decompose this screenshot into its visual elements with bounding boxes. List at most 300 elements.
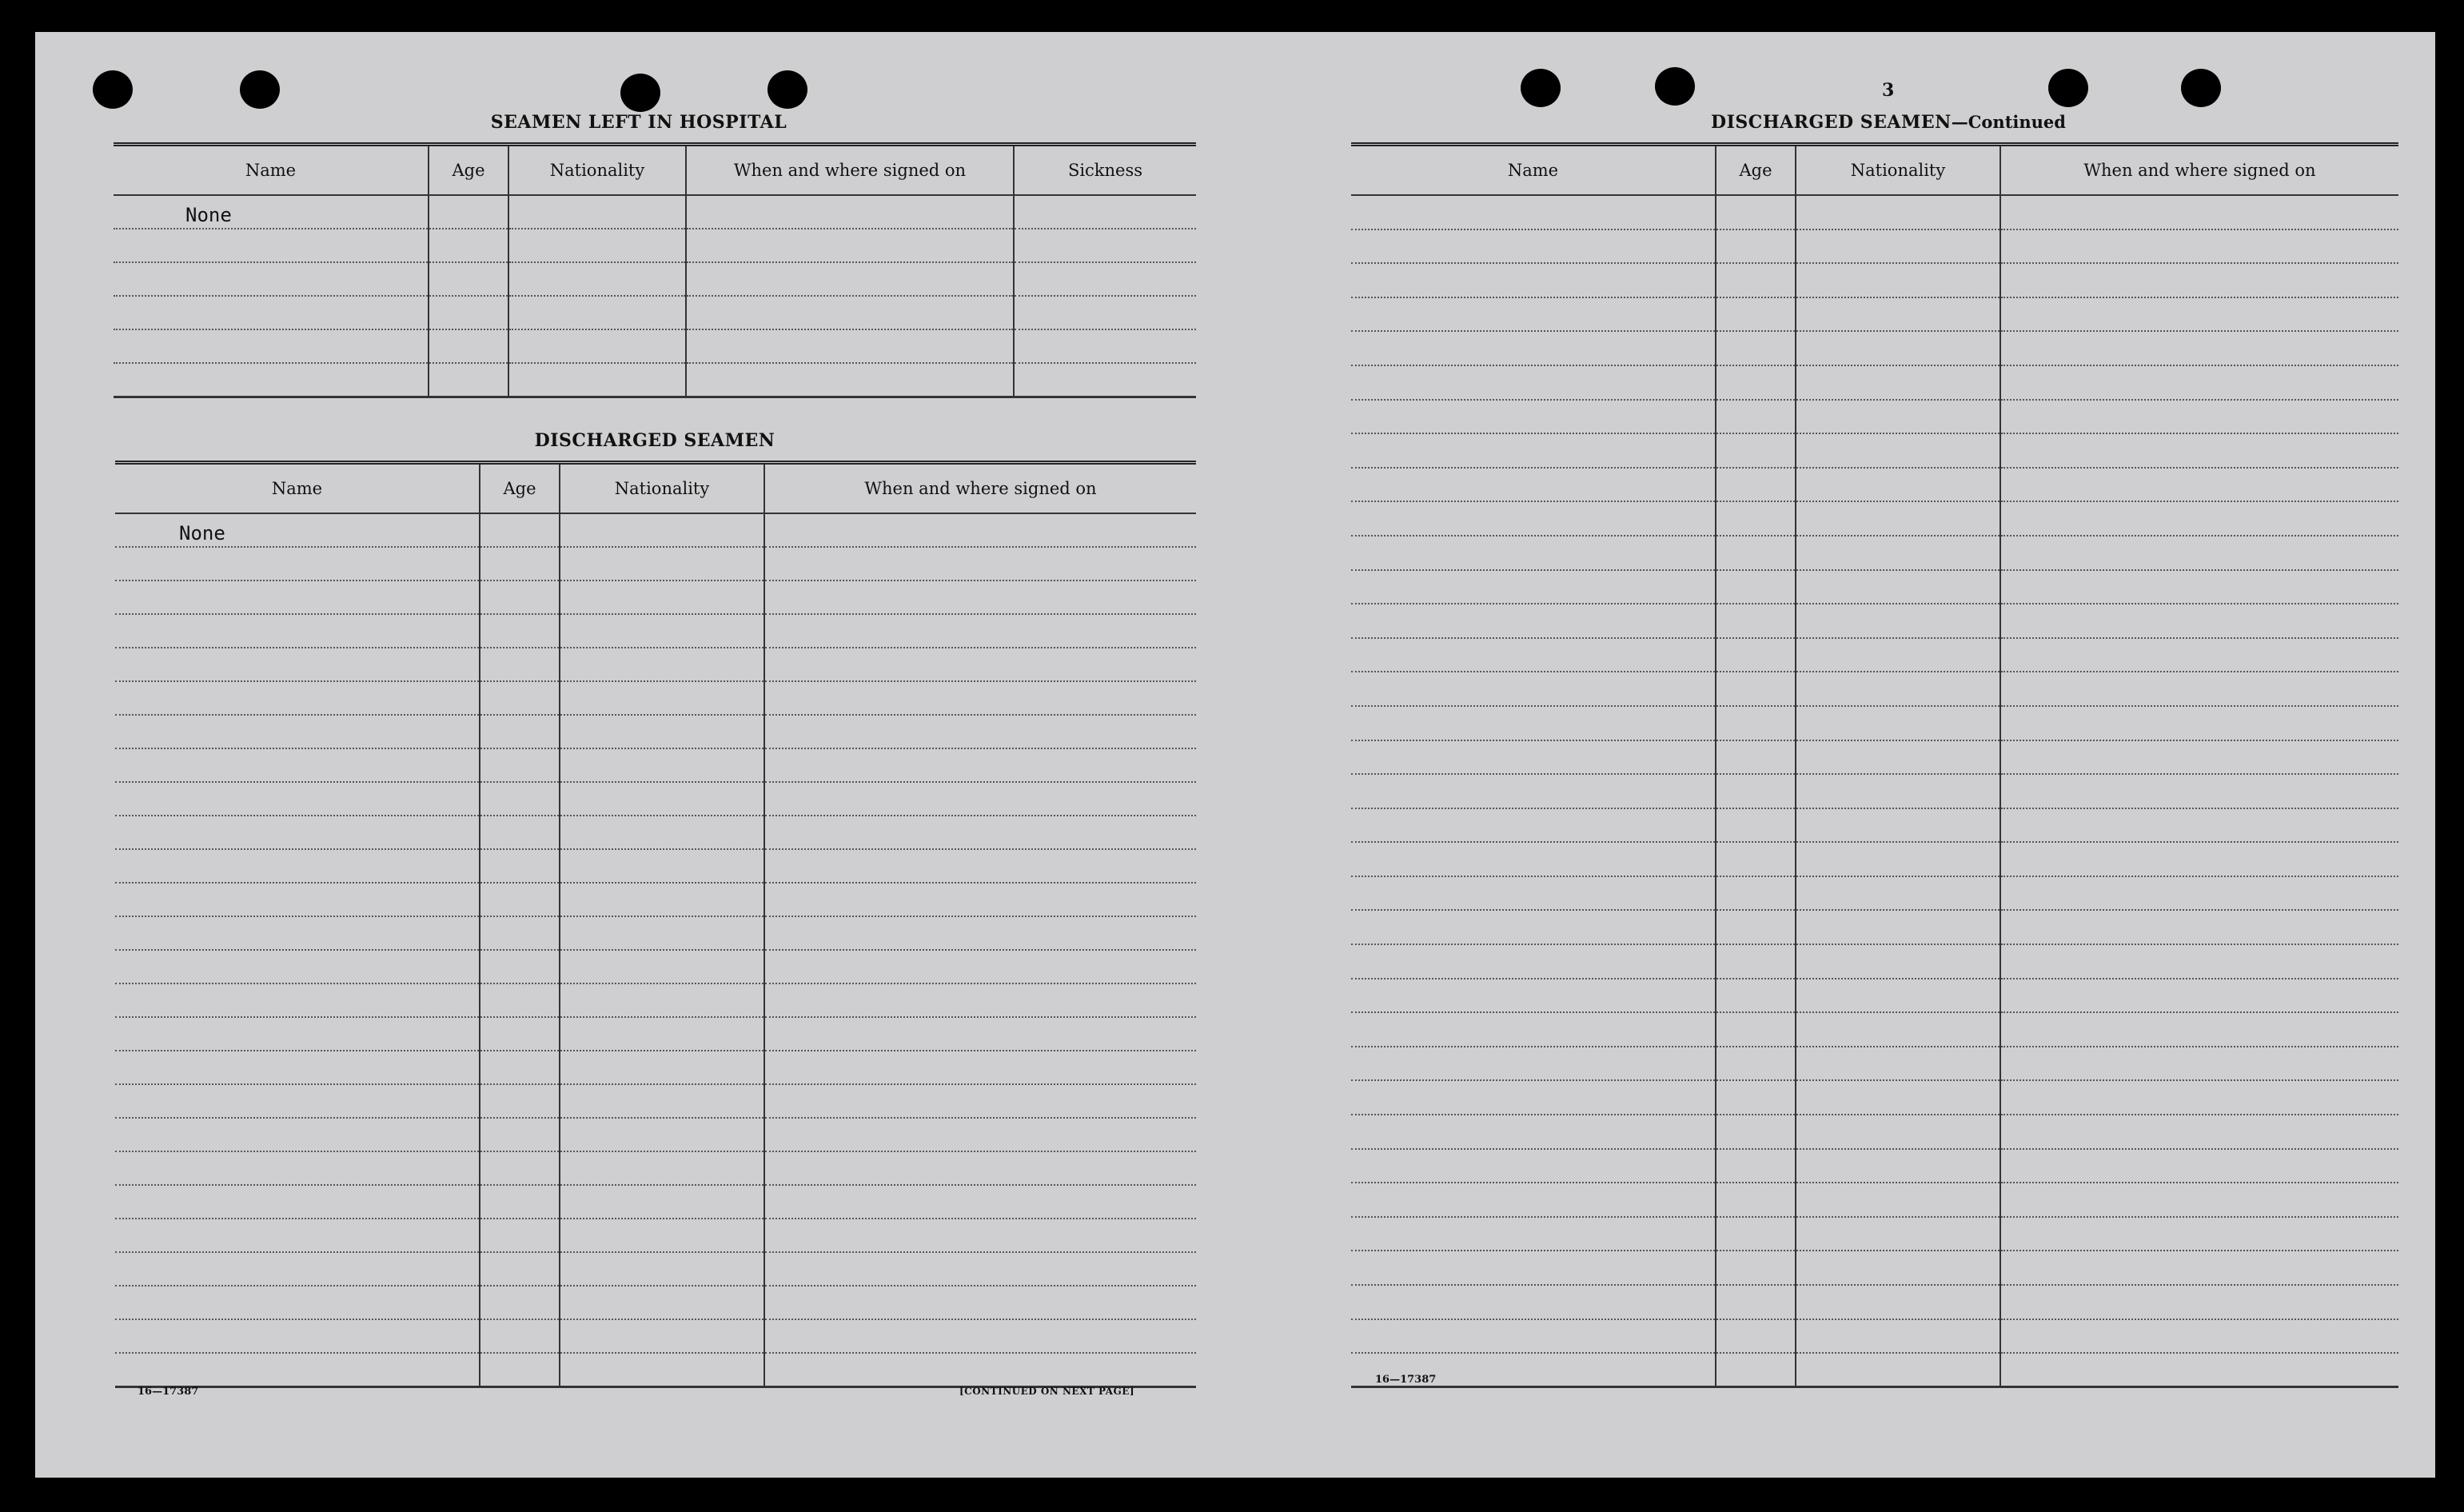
table-cell bbox=[560, 816, 764, 849]
table-header-row bbox=[1351, 145, 2398, 196]
table-cell bbox=[2000, 706, 2398, 740]
table-cell bbox=[560, 1353, 764, 1386]
table-row bbox=[115, 1286, 1196, 1319]
table-cell bbox=[115, 1051, 480, 1084]
table-cell bbox=[764, 1286, 1196, 1319]
table-cell bbox=[1351, 1319, 1716, 1354]
table-cell bbox=[560, 580, 764, 614]
table-cell bbox=[115, 849, 480, 883]
table-cell bbox=[480, 648, 560, 681]
table-cell bbox=[1716, 501, 1796, 536]
table-row bbox=[115, 782, 1196, 816]
table-cell bbox=[1796, 1217, 2000, 1251]
table-cell bbox=[115, 614, 480, 648]
table-row bbox=[1351, 910, 2398, 944]
table-cell bbox=[2000, 536, 2398, 570]
table-cell bbox=[560, 1118, 764, 1151]
table-cell bbox=[508, 329, 686, 363]
table-cell bbox=[1796, 740, 2000, 775]
table-row bbox=[114, 296, 1196, 329]
table-cell bbox=[764, 782, 1196, 816]
table-cell bbox=[560, 983, 764, 1017]
table-cell bbox=[1351, 1012, 1716, 1047]
table-cell bbox=[1796, 570, 2000, 604]
table-cell bbox=[1796, 1149, 2000, 1183]
table-cell bbox=[764, 1017, 1196, 1051]
table-cell bbox=[1014, 296, 1196, 329]
table-cell bbox=[560, 513, 764, 547]
table-cell bbox=[1796, 638, 2000, 672]
table-cell bbox=[1796, 706, 2000, 740]
table-header-row bbox=[115, 463, 1196, 514]
column-header-signed-on: When and where signed on bbox=[764, 463, 1196, 514]
table-row bbox=[115, 1051, 1196, 1084]
table-cell bbox=[1716, 400, 1796, 434]
table-cell bbox=[1351, 331, 1716, 365]
table-cell bbox=[560, 1219, 764, 1252]
table-cell bbox=[1351, 365, 1716, 400]
column-header-age: Age bbox=[1716, 145, 1796, 196]
table-cell bbox=[115, 983, 480, 1017]
table-row bbox=[1351, 297, 2398, 332]
table-cell bbox=[429, 262, 508, 296]
table-cell bbox=[2000, 842, 2398, 876]
table-cell bbox=[560, 1051, 764, 1084]
table-row bbox=[1351, 842, 2398, 876]
table-cell bbox=[764, 715, 1196, 748]
table-cell bbox=[1716, 740, 1796, 775]
table-cell bbox=[1716, 331, 1796, 365]
table-cell bbox=[1351, 672, 1716, 706]
table-cell bbox=[2000, 1319, 2398, 1354]
discharged-continued-table bbox=[1351, 142, 2398, 1388]
table-row bbox=[1351, 433, 2398, 468]
table-row bbox=[115, 916, 1196, 950]
table-cell bbox=[114, 363, 429, 397]
table-cell bbox=[1716, 1183, 1796, 1217]
hospital-section-title: SEAMEN LEFT IN HOSPITAL bbox=[490, 112, 787, 133]
table-cell bbox=[115, 782, 480, 816]
table-cell bbox=[2000, 672, 2398, 706]
table-cell bbox=[480, 1051, 560, 1084]
table-row bbox=[115, 1185, 1196, 1219]
table-cell bbox=[480, 748, 560, 782]
table-cell bbox=[1716, 706, 1796, 740]
table-cell bbox=[508, 262, 686, 296]
table-cell bbox=[1716, 979, 1796, 1013]
table-cell bbox=[114, 229, 429, 262]
table-row bbox=[1351, 1285, 2398, 1319]
table-cell bbox=[1716, 638, 1796, 672]
punch-hole bbox=[1655, 67, 1695, 106]
table-cell bbox=[764, 580, 1196, 614]
table-cell bbox=[1796, 1183, 2000, 1217]
punch-hole bbox=[620, 74, 660, 112]
table-cell bbox=[115, 715, 480, 748]
table-row bbox=[1351, 1251, 2398, 1285]
table-cell bbox=[686, 329, 1014, 363]
table-cell bbox=[2000, 1251, 2398, 1285]
table-cell bbox=[560, 614, 764, 648]
continued-note: [CONTINUED ON NEXT PAGE] bbox=[959, 1386, 1135, 1397]
table-cell bbox=[1351, 1047, 1716, 1081]
table-cell bbox=[115, 1353, 480, 1386]
table-cell bbox=[1796, 1012, 2000, 1047]
table-cell bbox=[1796, 297, 2000, 332]
table-cell bbox=[2000, 400, 2398, 434]
table-row bbox=[115, 1118, 1196, 1151]
table-cell bbox=[1014, 195, 1196, 229]
table-cell bbox=[764, 1051, 1196, 1084]
table-row bbox=[1351, 808, 2398, 843]
table-row bbox=[1351, 1319, 2398, 1354]
table-cell bbox=[764, 883, 1196, 916]
table-cell bbox=[2000, 263, 2398, 297]
table-cell bbox=[429, 296, 508, 329]
table-cell bbox=[1716, 774, 1796, 808]
table-row bbox=[114, 195, 1196, 229]
table-row bbox=[1351, 1012, 2398, 1047]
table-cell bbox=[1796, 229, 2000, 264]
table-row bbox=[1351, 365, 2398, 400]
hospital-table bbox=[114, 142, 1196, 398]
table-row bbox=[114, 229, 1196, 262]
table-cell bbox=[480, 1286, 560, 1319]
table-cell bbox=[560, 849, 764, 883]
table-cell bbox=[560, 1151, 764, 1185]
punch-hole bbox=[2181, 69, 2221, 107]
table-cell bbox=[480, 1084, 560, 1118]
table-cell bbox=[480, 1185, 560, 1219]
table-cell bbox=[1351, 570, 1716, 604]
table-cell bbox=[115, 580, 480, 614]
table-cell bbox=[1716, 365, 1796, 400]
table-cell bbox=[1716, 1012, 1796, 1047]
table-cell bbox=[480, 614, 560, 648]
table-cell bbox=[1351, 604, 1716, 638]
table-cell bbox=[1796, 365, 2000, 400]
table-cell bbox=[1351, 1285, 1716, 1319]
table-cell bbox=[764, 816, 1196, 849]
table-cell bbox=[1796, 331, 2000, 365]
table-cell bbox=[1796, 910, 2000, 944]
table-cell bbox=[686, 262, 1014, 296]
table-cell bbox=[560, 648, 764, 681]
table-row bbox=[115, 681, 1196, 715]
table-row bbox=[1351, 1183, 2398, 1217]
table-cell bbox=[1796, 1115, 2000, 1149]
table-cell bbox=[1716, 604, 1796, 638]
table-cell bbox=[1796, 1080, 2000, 1115]
table-cell bbox=[560, 1319, 764, 1353]
column-header-nationality: Nationality bbox=[560, 463, 764, 514]
table-row bbox=[1351, 229, 2398, 264]
table-cell bbox=[1014, 363, 1196, 397]
table-cell bbox=[1796, 1047, 2000, 1081]
table-row bbox=[115, 1219, 1196, 1252]
table-cell bbox=[1796, 400, 2000, 434]
punch-hole bbox=[2048, 69, 2088, 107]
table-cell bbox=[764, 614, 1196, 648]
discharged-section-title: DISCHARGED SEAMEN bbox=[534, 430, 775, 451]
table-cell bbox=[508, 363, 686, 397]
table-row bbox=[1351, 638, 2398, 672]
column-header-age: Age bbox=[480, 463, 560, 514]
table-header-row bbox=[114, 145, 1196, 196]
document-sheet bbox=[35, 32, 2435, 1478]
table-cell bbox=[1716, 672, 1796, 706]
table-cell bbox=[1351, 944, 1716, 979]
table-cell bbox=[1716, 842, 1796, 876]
table-cell bbox=[2000, 1285, 2398, 1319]
table-cell bbox=[480, 816, 560, 849]
table-cell bbox=[686, 229, 1014, 262]
table-cell bbox=[1716, 570, 1796, 604]
table-cell bbox=[560, 1185, 764, 1219]
table-cell bbox=[115, 883, 480, 916]
table-cell bbox=[686, 195, 1014, 229]
table-row bbox=[115, 748, 1196, 782]
table-row bbox=[1351, 1080, 2398, 1115]
table-cell bbox=[1716, 1115, 1796, 1149]
table-cell bbox=[560, 681, 764, 715]
table-cell bbox=[115, 1084, 480, 1118]
table-cell bbox=[764, 1185, 1196, 1219]
table-cell bbox=[686, 296, 1014, 329]
punch-hole bbox=[240, 70, 280, 109]
table-cell bbox=[1351, 468, 1716, 502]
table-cell bbox=[2000, 910, 2398, 944]
table-row bbox=[1351, 876, 2398, 911]
table-cell bbox=[1716, 263, 1796, 297]
table-row bbox=[1351, 331, 2398, 365]
table-cell bbox=[1716, 1149, 1796, 1183]
table-row bbox=[1351, 706, 2398, 740]
table-row bbox=[115, 614, 1196, 648]
table-cell bbox=[480, 681, 560, 715]
table-cell bbox=[1796, 501, 2000, 536]
discharged-continued-title bbox=[1711, 112, 2066, 133]
form-number: 16—17387 bbox=[138, 1386, 199, 1398]
table-cell bbox=[560, 883, 764, 916]
table-cell bbox=[1716, 876, 1796, 911]
table-cell bbox=[480, 715, 560, 748]
table-cell bbox=[764, 681, 1196, 715]
column-header-signed-on: When and where signed on bbox=[2000, 145, 2398, 196]
table-cell bbox=[1351, 1183, 1716, 1217]
table-cell bbox=[508, 195, 686, 229]
table-row bbox=[115, 950, 1196, 983]
table-cell bbox=[1796, 1319, 2000, 1354]
table-cell bbox=[764, 1151, 1196, 1185]
table-cell bbox=[115, 648, 480, 681]
name-entry: None bbox=[185, 204, 232, 226]
table-cell bbox=[115, 547, 480, 580]
table-cell bbox=[1351, 842, 1716, 876]
form-number: 16—17387 bbox=[1375, 1374, 1437, 1386]
table-cell bbox=[1716, 297, 1796, 332]
table-cell bbox=[115, 916, 480, 950]
table-cell bbox=[1796, 842, 2000, 876]
table-cell bbox=[480, 950, 560, 983]
table-row bbox=[1351, 570, 2398, 604]
table-cell bbox=[429, 329, 508, 363]
title-continued: —Continued bbox=[1951, 112, 2066, 132]
table-cell bbox=[1351, 1251, 1716, 1285]
table-cell bbox=[764, 1353, 1196, 1386]
table-row bbox=[1351, 536, 2398, 570]
table-row bbox=[1351, 1115, 2398, 1149]
table-cell bbox=[115, 1219, 480, 1252]
table-cell bbox=[764, 950, 1196, 983]
table-cell bbox=[2000, 1115, 2398, 1149]
table-row bbox=[1351, 672, 2398, 706]
table-cell bbox=[508, 296, 686, 329]
table-row bbox=[1351, 263, 2398, 297]
table-cell bbox=[1716, 1319, 1796, 1354]
table-cell bbox=[480, 1252, 560, 1286]
table-row bbox=[1351, 1149, 2398, 1183]
table-cell bbox=[1796, 195, 2000, 229]
table-cell bbox=[764, 1252, 1196, 1286]
table-cell bbox=[560, 916, 764, 950]
table-cell bbox=[480, 513, 560, 547]
table-cell bbox=[480, 580, 560, 614]
column-header-age: Age bbox=[429, 145, 508, 196]
table-cell bbox=[1351, 263, 1716, 297]
table-row bbox=[115, 648, 1196, 681]
table-cell bbox=[2000, 1047, 2398, 1081]
table-cell bbox=[1351, 876, 1716, 911]
table-cell bbox=[1716, 195, 1796, 229]
table-cell bbox=[1351, 808, 1716, 843]
table-cell bbox=[480, 1017, 560, 1051]
table-cell bbox=[1716, 1285, 1796, 1319]
table-cell bbox=[115, 681, 480, 715]
table-cell bbox=[1351, 1217, 1716, 1251]
table-cell bbox=[1351, 1080, 1716, 1115]
table-cell bbox=[2000, 229, 2398, 264]
table-cell bbox=[1796, 876, 2000, 911]
page-number: 3 bbox=[1882, 80, 1895, 101]
column-header-sickness: Sickness bbox=[1014, 145, 1196, 196]
table-cell bbox=[1796, 604, 2000, 638]
table-cell bbox=[686, 363, 1014, 397]
table-cell bbox=[2000, 876, 2398, 911]
table-cell bbox=[1796, 979, 2000, 1013]
table-cell bbox=[480, 1353, 560, 1386]
table-cell bbox=[560, 950, 764, 983]
table-cell bbox=[114, 296, 429, 329]
table-cell bbox=[1796, 1285, 2000, 1319]
table-row bbox=[115, 1319, 1196, 1353]
table-cell bbox=[764, 1319, 1196, 1353]
table-cell bbox=[2000, 1353, 2398, 1387]
table-cell bbox=[560, 1084, 764, 1118]
table-cell bbox=[115, 950, 480, 983]
table-cell bbox=[764, 748, 1196, 782]
table-cell bbox=[480, 1151, 560, 1185]
table-cell bbox=[480, 782, 560, 816]
punch-hole bbox=[768, 70, 807, 109]
table-cell bbox=[1716, 1080, 1796, 1115]
table-row bbox=[115, 849, 1196, 883]
table-cell bbox=[1716, 944, 1796, 979]
table-cell bbox=[764, 547, 1196, 580]
table-cell bbox=[1716, 229, 1796, 264]
table-cell bbox=[480, 1319, 560, 1353]
table-cell bbox=[764, 849, 1196, 883]
table-cell bbox=[114, 195, 429, 229]
table-row bbox=[115, 816, 1196, 849]
left-page bbox=[35, 32, 1234, 1478]
table-cell bbox=[1716, 910, 1796, 944]
table-cell bbox=[2000, 944, 2398, 979]
table-cell bbox=[115, 513, 480, 547]
table-cell bbox=[1351, 706, 1716, 740]
table-cell bbox=[115, 1319, 480, 1353]
table-cell bbox=[1351, 1149, 1716, 1183]
table-cell bbox=[1351, 195, 1716, 229]
table-cell bbox=[115, 816, 480, 849]
table-cell bbox=[1796, 263, 2000, 297]
table-cell bbox=[1716, 1353, 1796, 1387]
table-row bbox=[1351, 1047, 2398, 1081]
table-cell bbox=[764, 1219, 1196, 1252]
table-cell bbox=[480, 849, 560, 883]
table-cell bbox=[114, 329, 429, 363]
table-cell bbox=[1351, 400, 1716, 434]
table-cell bbox=[764, 1118, 1196, 1151]
table-cell bbox=[508, 229, 686, 262]
table-cell bbox=[1351, 910, 1716, 944]
table-cell bbox=[2000, 1012, 2398, 1047]
table-cell bbox=[1014, 329, 1196, 363]
table-row bbox=[115, 513, 1196, 547]
table-cell bbox=[2000, 1080, 2398, 1115]
table-row bbox=[1351, 774, 2398, 808]
table-row bbox=[115, 983, 1196, 1017]
table-cell bbox=[1796, 774, 2000, 808]
table-cell bbox=[1796, 433, 2000, 468]
table-row bbox=[115, 1252, 1196, 1286]
name-entry: None bbox=[179, 522, 225, 545]
table-cell bbox=[429, 229, 508, 262]
table-cell bbox=[114, 262, 429, 296]
table-cell bbox=[115, 1118, 480, 1151]
table-cell bbox=[2000, 1149, 2398, 1183]
table-cell bbox=[2000, 433, 2398, 468]
table-cell bbox=[2000, 297, 2398, 332]
table-cell bbox=[1351, 536, 1716, 570]
table-cell bbox=[2000, 604, 2398, 638]
table-cell bbox=[1351, 979, 1716, 1013]
table-row bbox=[1351, 400, 2398, 434]
table-cell bbox=[1351, 740, 1716, 775]
table-row bbox=[1351, 501, 2398, 536]
table-cell bbox=[480, 1219, 560, 1252]
table-cell bbox=[1716, 433, 1796, 468]
table-cell bbox=[1716, 468, 1796, 502]
table-cell bbox=[2000, 979, 2398, 1013]
table-row bbox=[1351, 944, 2398, 979]
table-cell bbox=[115, 1185, 480, 1219]
table-cell bbox=[429, 363, 508, 397]
table-cell bbox=[115, 1017, 480, 1051]
table-cell bbox=[429, 195, 508, 229]
table-row bbox=[115, 580, 1196, 614]
table-cell bbox=[1796, 468, 2000, 502]
